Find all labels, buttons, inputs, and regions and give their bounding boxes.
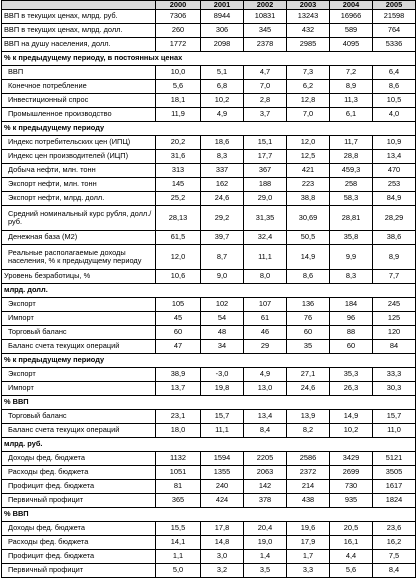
header-year-2001: 2001 xyxy=(201,1,244,10)
value-cell-2005: 125 xyxy=(373,311,416,325)
value-cell-2001: 1355 xyxy=(201,465,244,479)
value-cell-2001: 19,8 xyxy=(201,381,244,395)
value-cell-2003: 24,6 xyxy=(287,381,330,395)
row-label: Индекс цен производителей (ИЦП) xyxy=(2,149,156,163)
table-row xyxy=(2,191,416,205)
table-row xyxy=(2,297,416,311)
value-cell-2005: 10,5 xyxy=(373,93,416,107)
value-cell-2002: 367 xyxy=(244,163,287,177)
value-cell-2001: 162 xyxy=(201,177,244,191)
value-cell-2003: 2372 xyxy=(287,465,330,479)
row-label: Уровень безработицы, % xyxy=(2,269,156,283)
value-cell-2000: 25,2 xyxy=(156,191,201,205)
value-cell-2002: 13,4 xyxy=(244,409,287,423)
value-cell-2002: 32,4 xyxy=(244,230,287,244)
value-cell-2005: 3505 xyxy=(373,465,416,479)
value-cell-2002: 11,1 xyxy=(244,244,287,269)
value-cell-2000: 313 xyxy=(156,163,201,177)
value-cell-2005: 5121 xyxy=(373,451,416,465)
value-cell-2000: 60 xyxy=(156,325,201,339)
value-cell-2000: 5,0 xyxy=(156,563,201,577)
value-cell-2004: 96 xyxy=(330,311,373,325)
table-row xyxy=(2,37,416,51)
value-cell-2005: 7,5 xyxy=(373,549,416,563)
value-cell-2003: 223 xyxy=(287,177,330,191)
value-cell-2002: 61 xyxy=(244,311,287,325)
value-cell-2000: 18,1 xyxy=(156,93,201,107)
table-row xyxy=(2,367,416,381)
section-title: % к предыдущему периоду xyxy=(2,121,416,135)
value-cell-2001: 6,8 xyxy=(201,79,244,93)
value-cell-2004: 7,2 xyxy=(330,65,373,79)
value-cell-2000: 10,6 xyxy=(156,269,201,283)
value-cell-2004: 258 xyxy=(330,177,373,191)
row-label: Денежная база (М2) xyxy=(2,230,156,244)
value-cell-2002: 3,7 xyxy=(244,107,287,121)
value-cell-2004: 60 xyxy=(330,339,373,353)
header-year-2002: 2002 xyxy=(244,1,287,10)
value-cell-2002: 46 xyxy=(244,325,287,339)
value-cell-2004: 11,7 xyxy=(330,135,373,149)
value-cell-2003: 1,7 xyxy=(287,549,330,563)
header-year-2000: 2000 xyxy=(156,1,201,10)
value-cell-2005: 33,3 xyxy=(373,367,416,381)
value-cell-2000: 28,13 xyxy=(156,205,201,230)
value-cell-2000: 145 xyxy=(156,177,201,191)
value-cell-2005: 764 xyxy=(373,23,416,37)
section-title: % ВВП xyxy=(2,395,416,409)
value-cell-2001: 8944 xyxy=(201,9,244,23)
row-label: Доходы фед. бюджета xyxy=(2,521,156,535)
value-cell-2003: 38,8 xyxy=(287,191,330,205)
value-cell-2003: 14,9 xyxy=(287,244,330,269)
value-cell-2004: 4,4 xyxy=(330,549,373,563)
value-cell-2003: 76 xyxy=(287,311,330,325)
value-cell-2003: 13243 xyxy=(287,9,330,23)
section-title: % к предыдущему периоду, в постоянных ценах xyxy=(2,51,416,65)
value-cell-2001: 1594 xyxy=(201,451,244,465)
value-cell-2003: 8,2 xyxy=(287,423,330,437)
value-cell-2003: 30,69 xyxy=(287,205,330,230)
row-label: Первичный профицит xyxy=(2,563,156,577)
value-cell-2005: 245 xyxy=(373,297,416,311)
table-row xyxy=(2,135,416,149)
value-cell-2000: 1,1 xyxy=(156,549,201,563)
value-cell-2001: 14,8 xyxy=(201,535,244,549)
value-cell-2002: 13,0 xyxy=(244,381,287,395)
table-body xyxy=(2,1,416,578)
value-cell-2001: 29,2 xyxy=(201,205,244,230)
value-cell-2004: 8,3 xyxy=(330,269,373,283)
value-cell-2002: 31,35 xyxy=(244,205,287,230)
value-cell-2000: 105 xyxy=(156,297,201,311)
value-cell-2005: 1824 xyxy=(373,493,416,507)
section-title: млрд. руб. xyxy=(2,437,416,451)
value-cell-2002: 2378 xyxy=(244,37,287,51)
section-row xyxy=(2,395,416,409)
value-cell-2000: 12,0 xyxy=(156,244,201,269)
table-row xyxy=(2,549,416,563)
value-cell-2001: 8,3 xyxy=(201,149,244,163)
row-label: Баланс счета текущих операций xyxy=(2,423,156,437)
value-cell-2000: 13,7 xyxy=(156,381,201,395)
row-label: Добыча нефти, млн. тонн xyxy=(2,163,156,177)
value-cell-2000: 7306 xyxy=(156,9,201,23)
value-cell-2002: 29,0 xyxy=(244,191,287,205)
value-cell-2000: 61,5 xyxy=(156,230,201,244)
row-label: Инвестиционный спрос xyxy=(2,93,156,107)
section-title: млрд. долл. xyxy=(2,283,416,297)
value-cell-2001: 337 xyxy=(201,163,244,177)
row-label: Промышленное производство xyxy=(2,107,156,121)
value-cell-2002: 345 xyxy=(244,23,287,37)
value-cell-2004: 10,2 xyxy=(330,423,373,437)
value-cell-2001: 15,7 xyxy=(201,409,244,423)
value-cell-2000: 365 xyxy=(156,493,201,507)
table-row xyxy=(2,177,416,191)
table-row xyxy=(2,535,416,549)
value-cell-2005: 84,9 xyxy=(373,191,416,205)
value-cell-2000: 81 xyxy=(156,479,201,493)
value-cell-2002: 2205 xyxy=(244,451,287,465)
value-cell-2002: 4,7 xyxy=(244,65,287,79)
table-row xyxy=(2,244,416,269)
value-cell-2000: 31,6 xyxy=(156,149,201,163)
section-row xyxy=(2,51,416,65)
value-cell-2005: 5336 xyxy=(373,37,416,51)
value-cell-2002: 15,1 xyxy=(244,135,287,149)
value-cell-2002: 1,4 xyxy=(244,549,287,563)
value-cell-2004: 2699 xyxy=(330,465,373,479)
value-cell-2004: 4095 xyxy=(330,37,373,51)
value-cell-2000: 1051 xyxy=(156,465,201,479)
table-row xyxy=(2,149,416,163)
value-cell-2004: 935 xyxy=(330,493,373,507)
value-cell-2000: 260 xyxy=(156,23,201,37)
value-cell-2000: 45 xyxy=(156,311,201,325)
value-cell-2002: 4,9 xyxy=(244,367,287,381)
value-cell-2001: 2098 xyxy=(201,37,244,51)
value-cell-2004: 28,8 xyxy=(330,149,373,163)
table-row xyxy=(2,423,416,437)
value-cell-2001: 10,2 xyxy=(201,93,244,107)
row-label: ВВП в текущих ценах, млрд. долл. xyxy=(2,23,156,37)
value-cell-2004: 14,9 xyxy=(330,409,373,423)
row-label: Профицит фед. бюджета xyxy=(2,549,156,563)
table-row xyxy=(2,205,416,230)
value-cell-2005: 16,2 xyxy=(373,535,416,549)
value-cell-2005: 4,0 xyxy=(373,107,416,121)
table-row xyxy=(2,339,416,353)
value-cell-2003: 438 xyxy=(287,493,330,507)
value-cell-2002: 142 xyxy=(244,479,287,493)
value-cell-2005: 13,4 xyxy=(373,149,416,163)
value-cell-2001: 34 xyxy=(201,339,244,353)
value-cell-2001: 54 xyxy=(201,311,244,325)
value-cell-2002: 188 xyxy=(244,177,287,191)
value-cell-2004: 8,9 xyxy=(330,79,373,93)
value-cell-2003: 214 xyxy=(287,479,330,493)
header-row xyxy=(2,1,416,10)
row-label: Торговый баланс xyxy=(2,409,156,423)
row-label: ВВП xyxy=(2,65,156,79)
value-cell-2005: 8,6 xyxy=(373,79,416,93)
value-cell-2001: 424 xyxy=(201,493,244,507)
table-row xyxy=(2,381,416,395)
value-cell-2000: 14,1 xyxy=(156,535,201,549)
value-cell-2004: 35,3 xyxy=(330,367,373,381)
table-row xyxy=(2,79,416,93)
table-row xyxy=(2,563,416,577)
value-cell-2001: 39,7 xyxy=(201,230,244,244)
value-cell-2005: 120 xyxy=(373,325,416,339)
table-row xyxy=(2,493,416,507)
value-cell-2005: 15,7 xyxy=(373,409,416,423)
value-cell-2005: 28,29 xyxy=(373,205,416,230)
value-cell-2004: 589 xyxy=(330,23,373,37)
row-label: Импорт xyxy=(2,381,156,395)
value-cell-2003: 60 xyxy=(287,325,330,339)
value-cell-2004: 58,3 xyxy=(330,191,373,205)
row-label: Первичный профицит xyxy=(2,493,156,507)
row-label: Индекс потребительских цен (ИПЦ) xyxy=(2,135,156,149)
row-label: Баланс счета текущих операций xyxy=(2,339,156,353)
value-cell-2000: 23,1 xyxy=(156,409,201,423)
table-row xyxy=(2,107,416,121)
value-cell-2002: 8,0 xyxy=(244,269,287,283)
table-row xyxy=(2,269,416,283)
row-label: Экспорт xyxy=(2,367,156,381)
section-row xyxy=(2,353,416,367)
value-cell-2001: 17,8 xyxy=(201,521,244,535)
value-cell-2004: 16,1 xyxy=(330,535,373,549)
value-cell-2000: 10,0 xyxy=(156,65,201,79)
macro-indicators-table xyxy=(1,0,416,578)
value-cell-2003: 421 xyxy=(287,163,330,177)
section-title: % к предыдущему периоду xyxy=(2,353,416,367)
value-cell-2003: 7,3 xyxy=(287,65,330,79)
value-cell-2000: 11,9 xyxy=(156,107,201,121)
value-cell-2003: 136 xyxy=(287,297,330,311)
row-label: ВВП на душу населения, долл. xyxy=(2,37,156,51)
row-label: Расходы фед. бюджета xyxy=(2,465,156,479)
value-cell-2003: 12,5 xyxy=(287,149,330,163)
section-row xyxy=(2,507,416,521)
value-cell-2002: 3,5 xyxy=(244,563,287,577)
value-cell-2003: 6,2 xyxy=(287,79,330,93)
section-row xyxy=(2,121,416,135)
value-cell-2000: 15,5 xyxy=(156,521,201,535)
value-cell-2005: 7,7 xyxy=(373,269,416,283)
table-row xyxy=(2,409,416,423)
value-cell-2002: 378 xyxy=(244,493,287,507)
value-cell-2002: 20,4 xyxy=(244,521,287,535)
value-cell-2002: 2,8 xyxy=(244,93,287,107)
value-cell-2004: 730 xyxy=(330,479,373,493)
value-cell-2004: 28,81 xyxy=(330,205,373,230)
header-year-2003: 2003 xyxy=(287,1,330,10)
value-cell-2000: 38,9 xyxy=(156,367,201,381)
row-label: Реальные располагаемые доходы населения, % к предыдущему периоду xyxy=(2,244,156,269)
table-row xyxy=(2,163,416,177)
value-cell-2003: 17,9 xyxy=(287,535,330,549)
table-row xyxy=(2,479,416,493)
value-cell-2004: 184 xyxy=(330,297,373,311)
value-cell-2003: 8,6 xyxy=(287,269,330,283)
value-cell-2004: 88 xyxy=(330,325,373,339)
section-title: % ВВП xyxy=(2,507,416,521)
value-cell-2005: 1617 xyxy=(373,479,416,493)
value-cell-2003: 19,6 xyxy=(287,521,330,535)
value-cell-2005: 253 xyxy=(373,177,416,191)
table-row xyxy=(2,521,416,535)
value-cell-2002: 7,0 xyxy=(244,79,287,93)
section-row xyxy=(2,437,416,451)
value-cell-2003: 50,5 xyxy=(287,230,330,244)
value-cell-2004: 9,9 xyxy=(330,244,373,269)
value-cell-2003: 12,8 xyxy=(287,93,330,107)
value-cell-2000: 18,0 xyxy=(156,423,201,437)
value-cell-2001: 48 xyxy=(201,325,244,339)
value-cell-2005: 23,6 xyxy=(373,521,416,535)
value-cell-2000: 47 xyxy=(156,339,201,353)
table-row xyxy=(2,23,416,37)
value-cell-2004: 35,8 xyxy=(330,230,373,244)
row-label: Доходы фед. бюджета xyxy=(2,451,156,465)
value-cell-2001: 4,9 xyxy=(201,107,244,121)
header-year-2004: 2004 xyxy=(330,1,373,10)
value-cell-2002: 29 xyxy=(244,339,287,353)
table-row xyxy=(2,9,416,23)
row-label: ВВП в текущих ценах, млрд. руб. xyxy=(2,9,156,23)
table-row xyxy=(2,325,416,339)
value-cell-2004: 3429 xyxy=(330,451,373,465)
row-label: Экспорт нефти, млн. тонн xyxy=(2,177,156,191)
value-cell-2001: 3,0 xyxy=(201,549,244,563)
row-label: Расходы фед. бюджета xyxy=(2,535,156,549)
value-cell-2003: 35 xyxy=(287,339,330,353)
value-cell-2001: 306 xyxy=(201,23,244,37)
value-cell-2001: 9,0 xyxy=(201,269,244,283)
value-cell-2004: 16966 xyxy=(330,9,373,23)
value-cell-2001: 8,7 xyxy=(201,244,244,269)
value-cell-2003: 2586 xyxy=(287,451,330,465)
value-cell-2002: 107 xyxy=(244,297,287,311)
header-label-cell xyxy=(2,1,156,10)
row-label: Экспорт xyxy=(2,297,156,311)
value-cell-2004: 6,1 xyxy=(330,107,373,121)
value-cell-2005: 8,4 xyxy=(373,563,416,577)
value-cell-2001: 102 xyxy=(201,297,244,311)
value-cell-2000: 5,6 xyxy=(156,79,201,93)
row-label: Конечное потребление xyxy=(2,79,156,93)
row-label: Импорт xyxy=(2,311,156,325)
header-year-2005: 2005 xyxy=(373,1,416,10)
value-cell-2000: 1132 xyxy=(156,451,201,465)
table-row xyxy=(2,465,416,479)
value-cell-2004: 459,3 xyxy=(330,163,373,177)
table-row xyxy=(2,230,416,244)
row-label: Средний номинальный курс рубля, долл./руб. xyxy=(2,205,156,230)
value-cell-2001: -3,0 xyxy=(201,367,244,381)
value-cell-2003: 12,0 xyxy=(287,135,330,149)
value-cell-2000: 1772 xyxy=(156,37,201,51)
value-cell-2002: 8,4 xyxy=(244,423,287,437)
value-cell-2001: 3,2 xyxy=(201,563,244,577)
value-cell-2005: 8,9 xyxy=(373,244,416,269)
value-cell-2003: 7,0 xyxy=(287,107,330,121)
value-cell-2005: 11,0 xyxy=(373,423,416,437)
value-cell-2003: 3,3 xyxy=(287,563,330,577)
value-cell-2002: 10831 xyxy=(244,9,287,23)
value-cell-2004: 11,3 xyxy=(330,93,373,107)
section-row xyxy=(2,283,416,297)
value-cell-2004: 26,3 xyxy=(330,381,373,395)
value-cell-2003: 27,1 xyxy=(287,367,330,381)
value-cell-2001: 11,1 xyxy=(201,423,244,437)
value-cell-2003: 2985 xyxy=(287,37,330,51)
value-cell-2005: 21598 xyxy=(373,9,416,23)
value-cell-2002: 17,7 xyxy=(244,149,287,163)
row-label: Торговый баланс xyxy=(2,325,156,339)
value-cell-2001: 5,1 xyxy=(201,65,244,79)
table-row xyxy=(2,65,416,79)
value-cell-2005: 38,6 xyxy=(373,230,416,244)
value-cell-2004: 20,5 xyxy=(330,521,373,535)
value-cell-2005: 30,3 xyxy=(373,381,416,395)
value-cell-2005: 84 xyxy=(373,339,416,353)
value-cell-2001: 24,6 xyxy=(201,191,244,205)
value-cell-2005: 6,4 xyxy=(373,65,416,79)
value-cell-2001: 18,6 xyxy=(201,135,244,149)
table-row xyxy=(2,93,416,107)
value-cell-2003: 13,9 xyxy=(287,409,330,423)
value-cell-2002: 2063 xyxy=(244,465,287,479)
row-label: Профицит фед. бюджета xyxy=(2,479,156,493)
value-cell-2001: 240 xyxy=(201,479,244,493)
value-cell-2005: 10,9 xyxy=(373,135,416,149)
table-row xyxy=(2,451,416,465)
value-cell-2003: 432 xyxy=(287,23,330,37)
table-row xyxy=(2,311,416,325)
value-cell-2000: 20,2 xyxy=(156,135,201,149)
value-cell-2002: 19,0 xyxy=(244,535,287,549)
value-cell-2005: 470 xyxy=(373,163,416,177)
value-cell-2004: 5,6 xyxy=(330,563,373,577)
row-label: Экспорт нефти, млрд. долл. xyxy=(2,191,156,205)
